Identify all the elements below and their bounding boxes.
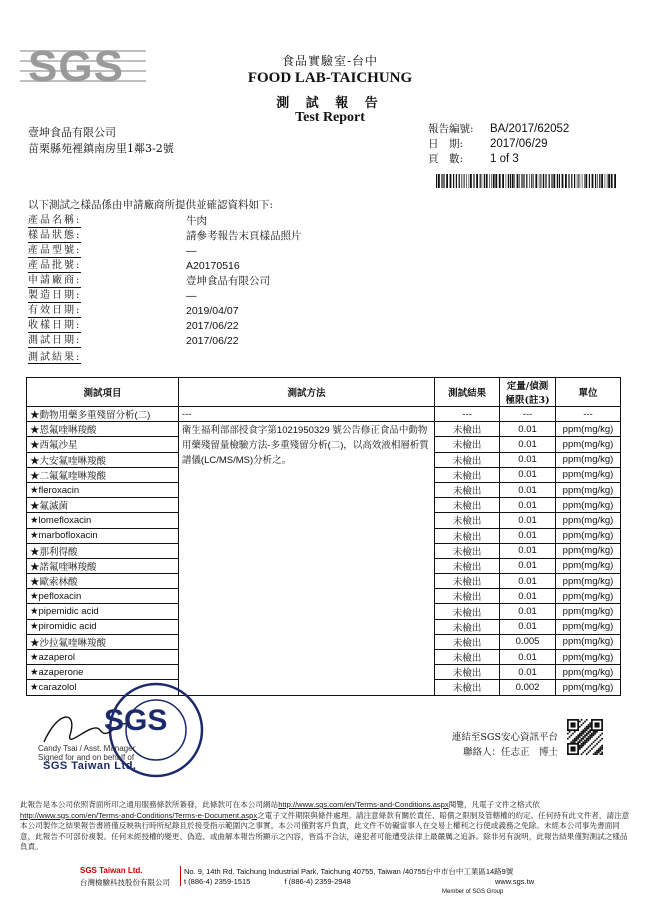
cell-unit: ppm(mg/kg) — [556, 619, 621, 634]
info-row — [28, 230, 358, 245]
sgs-logo-text: SGS — [28, 42, 124, 91]
cell-limit: 0.01 — [500, 528, 556, 543]
lab-name-en: FOOD LAB-TAICHUNG — [247, 70, 413, 86]
cell-result: 未檢出 — [435, 619, 500, 634]
verify-block — [440, 730, 558, 760]
info-row — [28, 215, 358, 230]
footer-contacts — [184, 877, 604, 886]
cell-unit: ppm(mg/kg) — [556, 543, 621, 558]
terms-url-1[interactable]: http://www.sgs.com/en/Terms-and-Conditions.aspx — [278, 800, 449, 809]
cell-limit: 0.01 — [500, 558, 556, 573]
cell-limit: 0.01 — [500, 513, 556, 528]
info-value: 2019/04/07 — [186, 305, 239, 317]
cell-unit: ppm(mg/kg) — [556, 437, 621, 452]
cell-item: ★大安氟喹啉羧酸 — [27, 452, 179, 467]
footer-phone: t (886-4) 2359-1515 — [184, 877, 251, 886]
limit-header-line2: 極限(註3) — [505, 395, 550, 406]
results-table — [26, 377, 621, 696]
cell-limit: 0.01 — [500, 422, 556, 437]
footer-fax: f (886-4) 2359-2948 — [284, 877, 351, 886]
cell-unit: ppm(mg/kg) — [556, 558, 621, 573]
footer-website[interactable]: www.sgs.tw — [494, 877, 535, 886]
info-value: 牛肉 — [186, 215, 207, 227]
info-label: 產品型號: — [28, 245, 82, 256]
cell-limit: 0.01 — [500, 574, 556, 589]
intro-text: 以下測試之樣品係由申請廠商所提供並確認資料如下: — [28, 199, 274, 211]
cell-item: ★歐索林酸 — [27, 574, 179, 589]
cell-unit: ppm(mg/kg) — [556, 422, 621, 437]
cell-method: --- — [178, 407, 434, 422]
table-header-row — [27, 378, 621, 407]
sgs-logo — [20, 40, 146, 92]
cell-item: ★fleroxacin — [27, 482, 179, 497]
cell-unit: ppm(mg/kg) — [556, 574, 621, 589]
cell-item: ★carazolol — [27, 680, 179, 695]
cell-unit: ppm(mg/kg) — [556, 650, 621, 665]
member-of-sgs: Member of SGS Group — [442, 889, 504, 895]
report-title-zh: 測 試 報 告 — [276, 96, 384, 111]
report-date: 2017/06/29 — [490, 138, 548, 150]
info-label: 製造日期: — [28, 290, 82, 301]
terms-note — [20, 800, 632, 853]
cell-unit: ppm(mg/kg) — [556, 665, 621, 680]
report-no-label: 報告編號: — [428, 123, 474, 135]
report-no: BA/2017/62052 — [490, 123, 570, 135]
cell-item: ★諾氟喹啉羧酸 — [27, 558, 179, 573]
info-label: 收樣日期: — [28, 320, 82, 331]
info-value: — — [186, 290, 197, 302]
cell-result: 未檢出 — [435, 543, 500, 558]
cell-result: 未檢出 — [435, 589, 500, 604]
cell-result: 未檢出 — [435, 574, 500, 589]
info-row — [28, 275, 358, 290]
cell-limit: 0.01 — [500, 665, 556, 680]
cell-unit: ppm(mg/kg) — [556, 604, 621, 619]
info-label: 產品批號: — [28, 260, 82, 271]
client-address: 苗栗縣苑裡鎮南房里1鄰3-2號 — [28, 142, 174, 155]
cell-result: 未檢出 — [435, 452, 500, 467]
cell-limit: 0.01 — [500, 467, 556, 482]
cell-item: ★西氟沙星 — [27, 437, 179, 452]
cell-item: ★那利得酸 — [27, 543, 179, 558]
cell-result: 未檢出 — [435, 498, 500, 513]
info-label: 申請廠商: — [28, 275, 82, 286]
cell-item: ★piromidic acid — [27, 619, 179, 634]
info-row — [28, 320, 358, 335]
footer-company-en: SGS Taiwan Ltd. — [80, 866, 143, 875]
cell-unit: ppm(mg/kg) — [556, 634, 621, 649]
cell-item: ★動物用藥多重殘留分析(二) — [27, 407, 179, 422]
info-row — [28, 260, 358, 275]
cell-result: 未檢出 — [435, 650, 500, 665]
terms-url-2[interactable]: http://www.sgs.com/en/Terms-and-Conditions/Terms-e-Document.aspx — [20, 810, 258, 820]
signer-name: Candy Tsai / Asst. Manager — [38, 744, 136, 753]
cell-result: 未檢出 — [435, 558, 500, 573]
cell-result: 未檢出 — [435, 665, 500, 680]
cell-result: 未檢出 — [435, 680, 500, 695]
cell-result: 未檢出 — [435, 528, 500, 543]
cell-item: ★lomefloxacin — [27, 513, 179, 528]
cell-result: 未檢出 — [435, 604, 500, 619]
info-value: 2017/06/22 — [186, 335, 239, 347]
info-value: 壹坤食品有限公司 — [186, 275, 270, 287]
cell-limit: 0.002 — [500, 680, 556, 695]
cell-result: 未檢出 — [435, 437, 500, 452]
cell-unit: ppm(mg/kg) — [556, 528, 621, 543]
date-label: 日 期: — [428, 138, 464, 150]
cell-limit: 0.01 — [500, 498, 556, 513]
cell-item: ★azaperol — [27, 650, 179, 665]
cell-limit: 0.01 — [500, 452, 556, 467]
cell-result: --- — [435, 407, 500, 422]
client-company — [28, 125, 174, 157]
limit-header-line1: 定量/偵測 — [506, 381, 549, 392]
info-row — [28, 305, 358, 320]
info-label: 樣品狀態: — [28, 230, 82, 241]
cell-unit: ppm(mg/kg) — [556, 452, 621, 467]
page-label: 頁 數: — [428, 153, 464, 165]
cell-item: ★azaperone — [27, 665, 179, 680]
cell-item: ★pefloxacin — [27, 589, 179, 604]
cell-limit: 0.01 — [500, 543, 556, 558]
cell-item: ★二氟氟喹啉羧酸 — [27, 467, 179, 482]
col-header-result: 測試結果 — [435, 378, 500, 407]
footer-address: No. 9, 14th Rd. Taichung Industrial Park, Taichung 40755, Taiwan /40755台中市台中工業區14路9號 — [184, 867, 514, 876]
table-row — [27, 422, 621, 437]
cell-unit: ppm(mg/kg) — [556, 482, 621, 497]
signed-for-text: Signed for and on behalf of — [38, 753, 135, 762]
footer-company-zh: 台灣檢驗科技股份有限公司 — [80, 878, 170, 887]
terms-text-a: 此報告是本公司依照背面所印之通用服務條款所簽發，此條款可在本公司網站 — [20, 800, 279, 809]
contact-person: 聯絡人：任志正 博士 — [462, 747, 558, 758]
cell-limit: 0.005 — [500, 634, 556, 649]
cell-unit: ppm(mg/kg) — [556, 467, 621, 482]
footer-divider — [180, 866, 181, 886]
cell-result: 未檢出 — [435, 482, 500, 497]
col-header-unit: 單位 — [556, 378, 621, 407]
barcode — [436, 174, 616, 188]
cell-result: 未檢出 — [435, 467, 500, 482]
cell-item: ★氟滅菌 — [27, 498, 179, 513]
cell-unit: ppm(mg/kg) — [556, 513, 621, 528]
cell-unit: --- — [556, 407, 621, 422]
info-value: 2017/06/22 — [186, 320, 239, 332]
cell-limit: 0.01 — [500, 619, 556, 634]
client-name: 壹坤食品有限公司 — [28, 126, 116, 139]
terms-text-b: 閱覽，凡電子文件之格式依 — [448, 800, 540, 809]
qr-code-icon[interactable] — [567, 719, 603, 755]
col-header-item: 測試項目 — [27, 378, 179, 407]
cell-limit: 0.01 — [500, 604, 556, 619]
cell-limit: 0.01 — [500, 482, 556, 497]
cell-result: 未檢出 — [435, 634, 500, 649]
info-label: 有效日期: — [28, 305, 82, 316]
cell-limit: 0.01 — [500, 650, 556, 665]
report-title-en: Test Report — [295, 110, 365, 125]
info-label: 測試日期: — [28, 335, 82, 346]
verify-link[interactable]: 連結至SGS安心資訊平台 — [451, 732, 558, 743]
info-label: 產品名稱: — [28, 215, 82, 226]
signature-company: SGS Taiwan Ltd. — [43, 760, 137, 772]
table-row-group — [27, 407, 621, 422]
results-label: 測試結果: — [28, 348, 81, 364]
page-count: 1 of 3 — [490, 153, 519, 165]
info-value: 請參考報告末頁樣品照片 — [186, 230, 302, 242]
cell-method: 衛生福利部部授食字第1021950329 號公告修正食品中動物用藥殘留量檢驗方法-多重殘留分析(二)，以高效液相層析質譜儀(LC/MS/MS)分析之。 — [178, 422, 434, 695]
info-value: — — [186, 245, 197, 257]
info-row — [28, 290, 358, 305]
cell-item: ★恩氟喹啉羧酸 — [27, 422, 179, 437]
info-row — [28, 245, 358, 260]
terms-text-c: 之電子文件期限與條件處理。請注意條款有關於責任、賠償之限制及管轄權的約定。任何持有此文件者，請注意本公司製作之結果報告書將僅反映執行時所紀錄且於接受指示範圍內之事實。本公司僅對客戶負責，此文件不妨礙當事人在交易上權利之行使或義務之免除。未經本公司事先書面同意，此報告不可部份複製。任何未經授權的變更、偽造、或曲解本報告所顯示之內容，皆爲不合法，違犯者可能遭受法律上最嚴厲之追訴。除非另有說明，此報告結果僅對測試之樣品負責。 — [20, 810, 630, 851]
col-header-limit — [500, 378, 556, 407]
cell-item: ★marbofloxacin — [27, 528, 179, 543]
col-header-method: 測試方法 — [178, 378, 434, 407]
cell-item: ★pipemidic acid — [27, 604, 179, 619]
cell-unit: ppm(mg/kg) — [556, 680, 621, 695]
cell-limit: 0.01 — [500, 437, 556, 452]
cell-limit: --- — [500, 407, 556, 422]
cell-result: 未檢出 — [435, 422, 500, 437]
report-meta — [428, 122, 569, 167]
cell-item: ★沙拉氟喹啉羧酸 — [27, 634, 179, 649]
cell-limit: 0.01 — [500, 589, 556, 604]
lab-name-zh: 食品實驗室-台中 — [281, 54, 379, 68]
cell-unit: ppm(mg/kg) — [556, 498, 621, 513]
cell-unit: ppm(mg/kg) — [556, 589, 621, 604]
stamp-sgs-text: SGS — [104, 704, 168, 737]
cell-result: 未檢出 — [435, 513, 500, 528]
info-value: A20170516 — [186, 260, 240, 272]
